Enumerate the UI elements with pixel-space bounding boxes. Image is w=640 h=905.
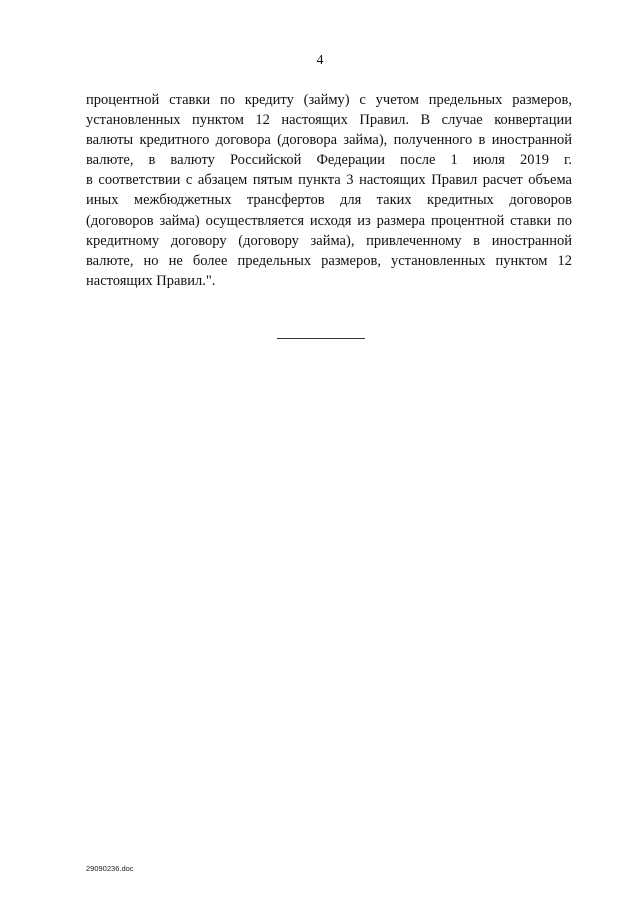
section-divider (277, 338, 365, 339)
text-line: иных межбюджетных трансфертов для таких кредитных договоров (86, 192, 572, 209)
document-code: 29090236.doc (86, 864, 134, 873)
text-line: валюте, в валюту Российской Федерации после 1 июля 2019 г. (86, 152, 572, 169)
text-line: кредитному договору (договору займа), привлеченному в иностранной (86, 232, 572, 249)
text-line: настоящих Правил.". (86, 272, 216, 289)
body-paragraph (86, 90, 572, 291)
text-line: в соответствии с абзацем пятым пункта 3 настоящих Правил расчет объема (86, 172, 572, 189)
text-line: (договоров займа) осуществляется исходя из размера процентной ставки по (86, 212, 572, 229)
text-line: процентной ставки по кредиту (займу) с учетом предельных размеров, (86, 92, 572, 108)
text-line: валюте, но не более предельных размеров, установленных пунктом 12 (86, 252, 572, 269)
text-line: валюты кредитного договора (договора займа), полученного в иностранной (86, 132, 572, 149)
page-number: 4 (316, 53, 324, 68)
text-line: установленных пунктом 12 настоящих Правил. В случае конвертации (86, 112, 572, 129)
